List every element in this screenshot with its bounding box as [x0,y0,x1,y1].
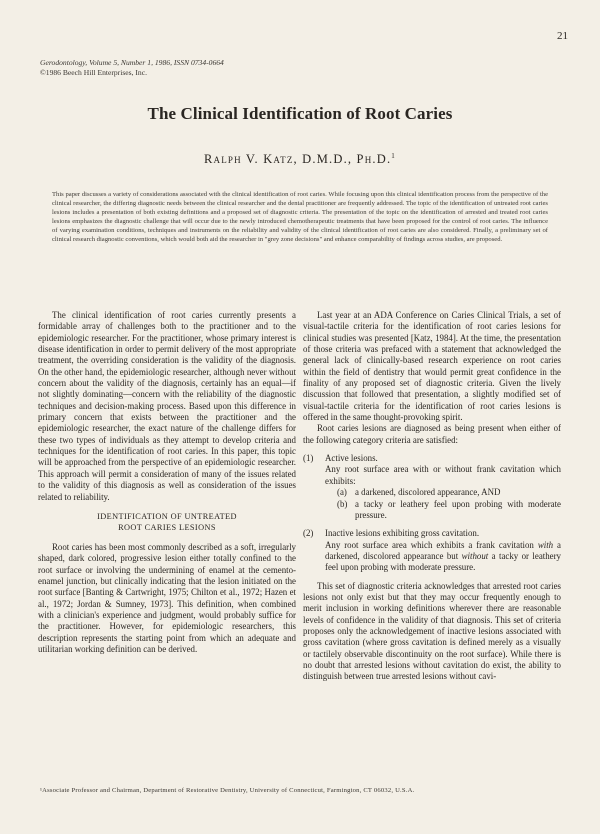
criterion-active [303,453,561,521]
ada-conference-paragraph: Last year at an ADA Conference on Caries Clinical Trials, a set of visual-tactile criteria for the identification of root caries lesions for clinical studies was presented [Katz, 1984]. At the time, the presentation of those criteria was prefaced with a statement that acknowledged the general lack of clinically-based research experience on root caries within the field of dentistry that would permit great confidence in the finality of any proposed set of diagnostic criteria. Given the lively discussion that followed that presentation, a slightly modified set of visual-tactile criteria for the identification of root caries lesions is offered in the same thought-provoking spirit. [303,310,561,423]
criterion-title: Inactive lesions exhibiting gross cavitation. [325,528,480,539]
author-footnote-marker: 1 [391,152,396,160]
subitem-label: (b) [337,498,348,509]
criterion-title: Active lesions. [325,453,378,464]
criterion-subitem-a [337,487,561,498]
section-heading-line1: IDENTIFICATION OF UNTREATED [97,511,237,521]
criteria-intro-paragraph: Root caries lesions are diagnosed as being present when either of the following category criteria are satisfied: [303,423,561,445]
criterion-inactive [303,528,561,573]
author-name: Ralph V. Katz, D.M.D., Ph.D. [203,152,392,167]
intro-paragraph: The clinical identification of root caries currently presents a formidable array of challenges both to the practitioner and to the epidemiologic researcher. For the practitioner, whose primary interest is disease identification in order to permit delivery of the most appropriate treatment, the overriding consideration is the validity of the diagnosis. On the other hand, the epidemiologic researcher, although never without concern about the validity of the diagnosis, certainly has an equal—if not slightly dominating—concern with the reliability of the diagnostic techniques and decision-making process. Based upon this difference in primary concern that exists between the practitioner and the epidemiologic researcher, the exact nature of the challenge differs for these two types of individuals as they attempt to develop criteria and techniques for the identification of root caries. In this paper, this topic will be approached from the perspective of an epidemiologic researcher. This approach will permit a consideration of many of the issues related to the validity of this diagnosis as well as consideration of the issues related to reliability. [38,310,296,502]
right-column [303,310,561,683]
criteria-discussion-paragraph: This set of diagnostic criteria acknowledges that arrested root caries lesions not only exist but that they may occur frequently enough to merit inclusion in working definitions wherever there are reasonable levels of confidence in the validity of that diagnosis. This set of criteria proposes only the acknowledgement of inactive lesions associated with gross cavitation (where gross cavitation is defined merely as a visually or tactilely observable discontinuity on the root surface). While there is no doubt that arrested lesions without cavitation do exist, the ability to distinguish between true arrested lesions without cavi- [303,580,561,682]
criterion-subitem-b [337,499,561,522]
subitem-label: (a) [337,487,347,498]
criterion-description: Any root surface area which exhibits a frank cavitation with a darkened, discolored appearance but without a tacky or leathery feel upon probing with moderate pressure. [325,539,561,573]
subitem-text: a darkened, discolored appearance, AND [355,487,501,498]
subitem-text: a tacky or leathery feel upon probing with moderate pressure. [355,498,561,520]
footnote: ¹Associate Professor and Chairman, Department of Restorative Dentistry, University of Connecticut, Farmington, CT 06032, U.S.A. [40,787,415,794]
definition-paragraph: Root caries has been most commonly described as a soft, irregularly shaped, dark colored, progressive lesion either totally confined to the root surface or involving the undermining of enamel at the cemento-enamel junction, but clinically indicating that the lesion initiated on the root surface [Banting & Cartwright, 1975; Chilton et al., 1972; Hazen et al., 1972; Jordan & Sumney, 1973]. This definition, when combined with a clinician's experience and judgment, would probably suffice for the practitioner. However, for epidemiologic researchers, this description represents the starting point from which an adequate and utilitarian working definition can be derived. [38,541,296,654]
journal-citation: Gerodontology, Volume 5, Number 1, 1986, ISSN 0734-0664 [40,58,224,67]
abstract: This paper discusses a variety of considerations associated with the clinical identification of root caries. While focusing upon this clinical identification process from the perspective of the clinical researcher, the differing diagnostic needs between the clinical researcher and the dental practitioner are frequently addressed. The topic of the identification of untreated root caries lesions includes a presentation of both existing definitions and a proposed set of diagnostic criteria. The presentation of the topic on the identification of arrested and treated root caries lesions emphasizes the diagnostic challenge that will occur due to the newly introduced chemotherapeutic treatments that have been proposed for the control of root caries. The influence of varying examination conditions, techniques and instruments on the reliability and validity of the clinical identification of root caries are also considered. Finally, a preliminary set of clinical research diagnostic conventions, which would both aid the researcher in "grey zone decisions" and enhance comparability of findings across studies, are proposed. [52,191,548,244]
criterion-number: (2) [303,528,314,539]
section-heading [38,511,296,533]
criterion-number: (1) [303,453,314,464]
section-heading-line2: ROOT CARIES LESIONS [118,522,216,532]
criterion-description: Any root surface area with or without frank cavitation which exhibits: [325,464,561,486]
author-line [0,152,600,167]
left-column [38,310,296,655]
paper-title: The Clinical Identification of Root Caries [147,104,453,123]
journal-copyright: ©1986 Beech Hill Enterprises, Inc. [40,67,147,77]
journal-info [40,58,224,77]
page-number: 21 [557,30,568,42]
